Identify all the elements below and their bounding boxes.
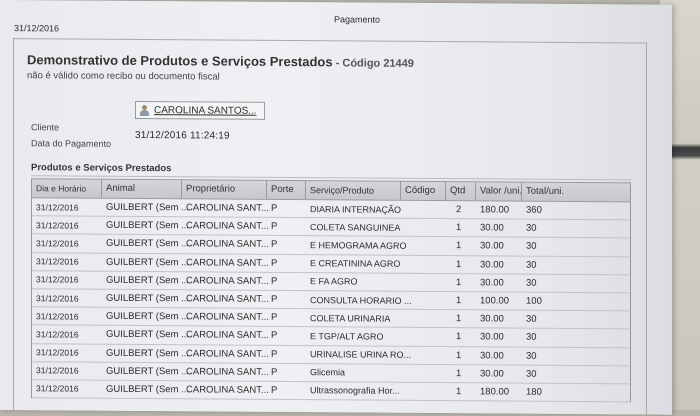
cell-col-size: P [267,348,306,359]
cell-col-animal: GUILBERT (Sem ... [102,202,182,214]
cell-col-total: 100 [522,296,570,307]
cell-col-owner: CAROLINA SANT... [182,275,267,287]
cell-col-animal: GUILBERT (Sem ... [102,238,182,250]
cell-col-unit-price: 30.00 [476,332,522,343]
cell-col-animal: GUILBERT (Sem ... [102,311,182,323]
cell-col-service: COLETA URINARIA [306,313,401,324]
client-field[interactable] [135,101,265,120]
cell-col-total: 30 [522,241,570,252]
cell-col-date: 31/12/2016 [32,238,102,248]
cell-col-total: 30 [522,332,570,343]
cell-col-total: 30 [522,350,570,361]
header-col-qty[interactable]: Qtd [446,182,476,200]
header-col-animal[interactable]: Animal [102,180,182,199]
document-title-text: Demonstrativo de Produtos e Serviços Prestados [27,52,333,69]
cell-col-qty: 1 [446,386,476,397]
cell-col-animal: GUILBERT (Sem ... [102,220,182,232]
document-code: - Código 21449 [333,57,414,70]
header-col-owner[interactable]: Proprietário [182,180,267,199]
print-date: 31/12/2016 [14,23,59,33]
cell-col-qty: 1 [446,259,476,270]
cell-col-unit-price: 30.00 [476,350,522,361]
cell-col-service: E TGP/ALT AGRO [306,331,401,342]
cell-col-animal: GUILBERT (Sem ... [102,365,182,377]
cell-col-total: 30 [522,223,570,234]
cell-col-date: 31/12/2016 [32,256,102,266]
cell-col-qty: 1 [446,295,476,306]
header-col-code[interactable]: Código [401,182,446,200]
section-title: Produtos e Serviços Prestados [31,162,171,174]
cell-col-total: 360 [522,205,570,216]
cell-col-qty: 1 [446,350,476,361]
cell-col-service: E FA AGRO [306,276,401,287]
cell-col-unit-price: 180.00 [476,386,522,397]
cell-col-unit-price: 30.00 [476,259,522,270]
cell-col-animal: GUILBERT (Sem ... [102,384,182,396]
header-col-unit-price[interactable]: Valor /uni. [476,182,522,200]
cell-col-unit-price: 180.00 [476,204,522,215]
cell-col-date: 31/12/2016 [32,347,102,357]
cell-col-owner: CAROLINA SANT... [182,221,267,233]
cell-col-service: DIARIA INTERNAÇÃO [306,204,401,215]
cell-col-date: 31/12/2016 [32,275,102,285]
cell-col-unit-price: 30.00 [476,368,522,379]
cell-col-qty: 1 [446,277,476,288]
cell-col-total: 30 [522,314,570,325]
cell-col-owner: CAROLINA SANT... [182,384,267,396]
cell-col-animal: GUILBERT (Sem ... [102,293,182,305]
cell-col-date: 31/12/2016 [32,329,102,339]
cell-col-animal: GUILBERT (Sem ... [102,256,182,268]
cell-col-size: P [267,294,306,305]
cell-col-qty: 1 [446,332,476,343]
cell-col-service: COLETA SANGUINEA [306,222,401,233]
services-table [31,178,631,402]
person-icon [139,104,150,115]
client-label: Cliente [31,122,59,132]
cell-col-service: Ultrassonografia Hor... [306,386,401,397]
cell-col-owner: CAROLINA SANT... [182,366,267,378]
cell-col-qty: 1 [446,222,476,233]
header-col-total[interactable]: Total/uni. [522,183,570,201]
cell-col-owner: CAROLINA SANT... [182,257,267,269]
cell-col-total: 30 [522,277,570,288]
cell-col-animal: GUILBERT (Sem ... [102,347,182,359]
cell-col-date: 31/12/2016 [32,202,102,212]
cell-col-total: 30 [522,259,570,270]
cell-col-size: P [267,385,306,396]
cell-col-qty: 1 [446,368,476,379]
cell-col-service: E HEMOGRAMA AGRO [306,240,401,251]
cell-col-service: E CREATININA AGRO [306,258,401,269]
cell-col-date: 31/12/2016 [32,311,102,321]
cell-col-qty: 1 [446,241,476,252]
cell-col-service: CONSULTA HORARIO ... [306,295,401,306]
cell-col-service: URINALISE URINA RO... [306,349,401,360]
print-title: Pagamento [334,14,380,24]
cell-col-animal: GUILBERT (Sem ... [102,329,182,341]
cell-col-owner: CAROLINA SANT... [182,330,267,342]
cell-col-owner: CAROLINA SANT... [182,239,267,251]
cell-col-date: 31/12/2016 [32,293,102,303]
cell-col-unit-price: 100.00 [476,295,522,306]
payment-date-value: 31/12/2016 11:24:19 [135,130,230,142]
cell-col-animal: GUILBERT (Sem ... [102,275,182,287]
cell-col-owner: CAROLINA SANT... [182,202,267,214]
header-col-date[interactable]: Dia e Horário [32,179,102,197]
document-subtitle: não é válido como recibo ou documento fiscal [27,70,220,82]
cell-col-qty: 2 [446,204,476,215]
cell-col-size: P [267,258,306,269]
cell-col-size: P [267,203,306,214]
client-name[interactable]: CAROLINA SANTOS... [154,105,257,117]
cell-col-unit-price: 30.00 [476,241,522,252]
cell-col-unit-price: 30.00 [476,223,522,234]
header-col-size[interactable]: Porte [267,181,306,199]
cell-col-qty: 1 [446,313,476,324]
cell-col-unit-price: 30.00 [476,314,522,325]
cell-col-owner: CAROLINA SANT... [182,311,267,323]
cell-col-size: P [267,276,306,287]
cell-col-unit-price: 30.00 [476,277,522,288]
cell-col-date: 31/12/2016 [32,220,102,230]
cell-col-size: P [267,312,306,323]
table-body [31,198,631,402]
cell-col-service: Glicemia [306,367,401,378]
cell-col-size: P [267,330,306,341]
cell-col-date: 31/12/2016 [32,366,102,376]
cell-col-total: 180 [522,387,570,398]
cell-col-size: P [267,367,306,378]
cell-col-size: P [267,239,306,250]
cell-col-date: 31/12/2016 [32,384,102,394]
payment-date-label: Data do Pagamento [31,138,111,149]
cell-col-owner: CAROLINA SANT... [182,293,267,305]
header-col-service[interactable]: Serviço/Produto [306,181,401,200]
cell-col-owner: CAROLINA SANT... [182,348,267,360]
document-title [27,52,414,70]
cell-col-total: 30 [522,368,570,379]
cell-col-size: P [267,221,306,232]
